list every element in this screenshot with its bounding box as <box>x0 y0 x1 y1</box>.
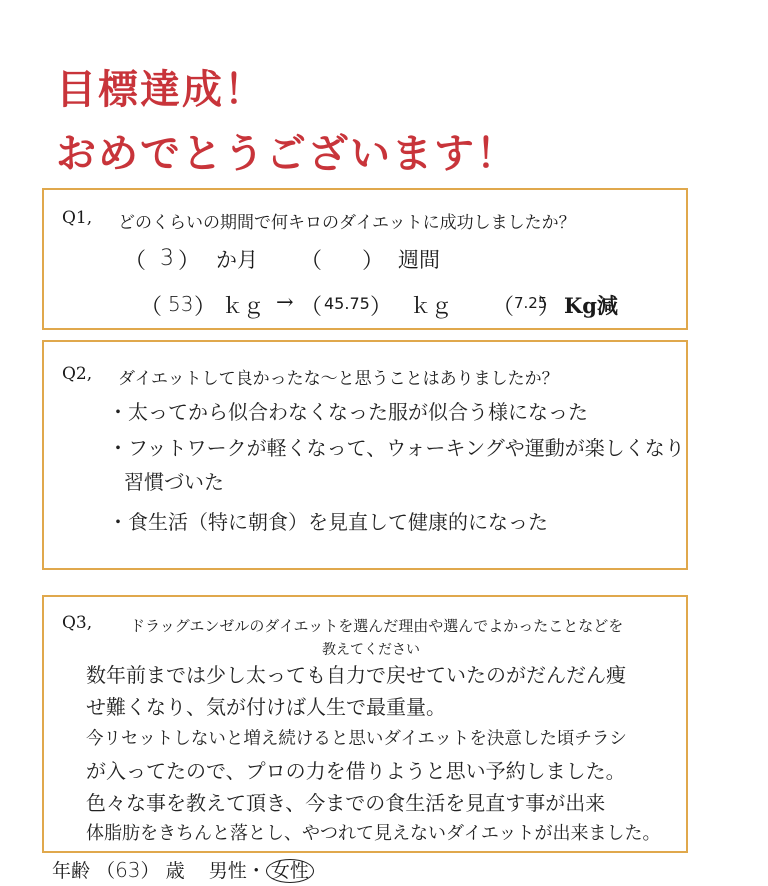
gender-male: 男性 <box>208 860 247 882</box>
gender-separator: ・ <box>246 860 266 882</box>
q1-period-row: （ 3 ） か月 （ ） 週間 <box>124 246 440 274</box>
q3-answer-6: 体脂肪をきちんと落とし、やつれて見えないダイエットが出来ました。 <box>86 823 661 844</box>
q1-unit-2: ｋｇ <box>410 294 452 318</box>
q3-question: ドラッグエンゼルのダイエットを選んだ理由や選んでよかったことなどを <box>130 617 624 635</box>
q1-arrow: → <box>276 290 294 314</box>
q1-start-weight: 53 <box>168 292 194 316</box>
q1-loss-label: Kg減 <box>564 293 618 318</box>
q2-number: Q2, <box>62 364 93 384</box>
q2-answer-2-cont: 習慣づいた <box>124 470 224 494</box>
q1-weeks-label: 週間 <box>398 248 440 272</box>
q2-answer-3: ・食生活（特に朝食）を見直して健康的になった <box>108 510 548 534</box>
q3-answer-1: 数年前までは少し太っても自力で戻せていたのがだんだん痩 <box>86 663 626 687</box>
q1-months-label: か月 <box>216 248 258 272</box>
q2-question: ダイエットして良かったな～と思うことはありましたか？ <box>118 369 559 389</box>
age-label: 年齢 <box>52 860 91 882</box>
q1-end-weight: 45.75 <box>324 294 370 313</box>
headline-goal-achieved: 目標達成！ <box>56 67 266 113</box>
age-unit: 歳 <box>165 860 185 882</box>
headline-congratulations: おめでとうございます！ <box>56 131 518 177</box>
q3-section <box>42 595 688 853</box>
q3-answer-3: 今リセットしないと増え続けると思いダイエットを決意した頃チラシ <box>86 729 627 749</box>
q2-answer-2: ・フットワークが軽くなって、ウォーキングや運動が楽しくなり <box>108 436 685 460</box>
q3-number: Q3, <box>62 613 93 633</box>
gender-female-circled: 女性 <box>266 859 314 883</box>
q3-question-cont: 教えてください <box>322 642 420 658</box>
q1-weight-row: （ 53 ） ｋｇ → （ 45.75 ） ｋｇ （ 7.25 ） Kg減 <box>140 290 618 320</box>
q1-number: Q1, <box>62 208 93 228</box>
q3-answer-4: が入ってたので、プロの力を借りようと思い予約しました。 <box>86 759 626 783</box>
q1-section <box>42 188 688 330</box>
q1-unit-1: ｋｇ <box>222 294 264 318</box>
q1-question: どのくらいの期間で何キロのダイエットに成功しましたか？ <box>118 213 576 233</box>
q2-section <box>42 340 688 570</box>
q2-answer-1: ・太ってから似合わなくなった服が似合う様になった <box>108 400 588 424</box>
q1-loss-value: 7.25 <box>514 294 548 312</box>
q3-answer-2: せ難くなり、気が付けば人生で最重量。 <box>86 695 446 719</box>
age-value: 63 <box>115 858 141 882</box>
q3-answer-5: 色々な事を教えて頂き、今までの食生活を見直す事が出来 <box>86 791 606 815</box>
profile-line: 年齢 （63） 歳 男性・ 女性 <box>52 856 314 883</box>
q1-months-value: 3 <box>160 246 174 271</box>
